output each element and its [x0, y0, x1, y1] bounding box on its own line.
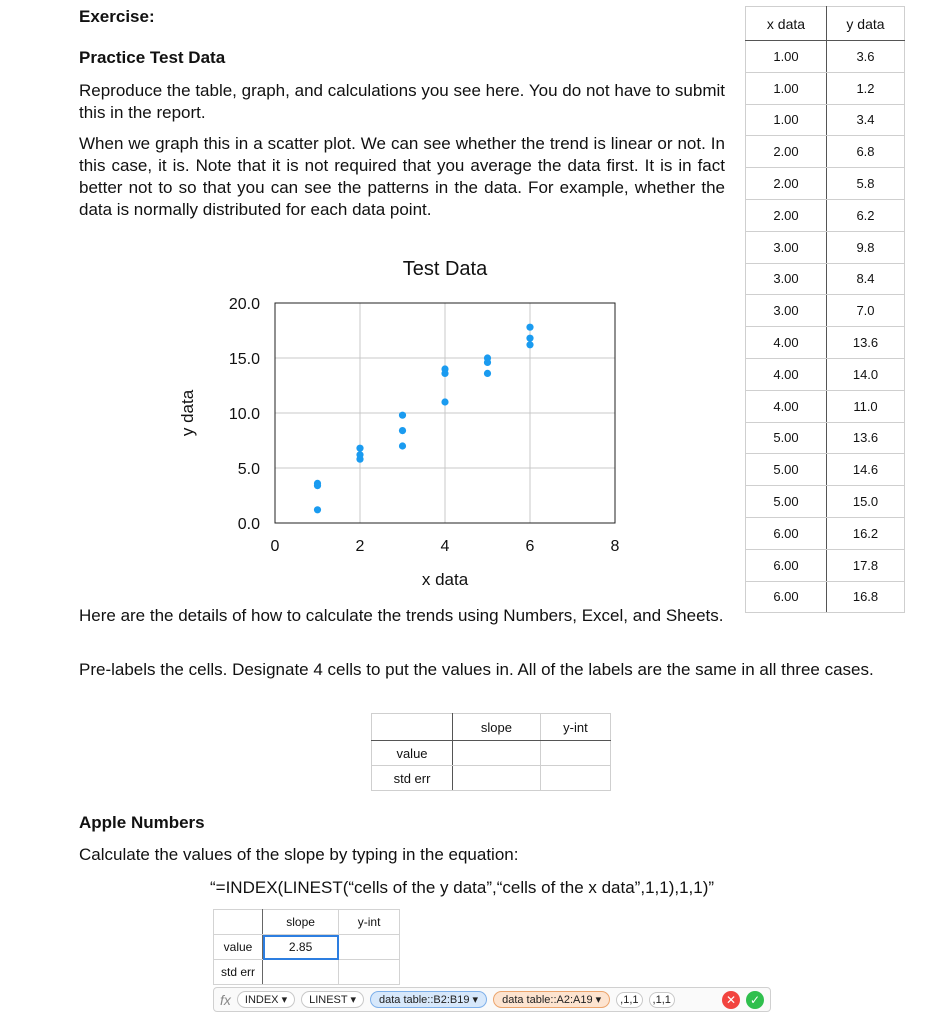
- label-table: [371, 713, 611, 791]
- label-table-value-label: value: [372, 741, 453, 766]
- y-tick-label: 5.0: [237, 461, 260, 478]
- y-tick-label: 20.0: [228, 296, 260, 313]
- x-data-cell: 2.00: [746, 199, 827, 231]
- table-row: [746, 104, 905, 136]
- x-data-cell: 4.00: [746, 390, 827, 422]
- table-row: [746, 136, 905, 168]
- data-point: [356, 445, 363, 452]
- table-row: [746, 168, 905, 200]
- x-data-cell: 3.00: [746, 295, 827, 327]
- table-row: [746, 549, 905, 581]
- x-data-cell: 2.00: [746, 168, 827, 200]
- header-y-data: y data: [827, 7, 905, 41]
- mini-table-value-label: value: [214, 935, 263, 960]
- apple-numbers-heading: Apple Numbers: [79, 813, 205, 832]
- data-table: [745, 6, 905, 613]
- exercise-heading: Exercise:: [79, 7, 155, 26]
- x-data-cell: 6.00: [746, 517, 827, 549]
- label-table-corner: [372, 714, 453, 741]
- x-data-cell: 3.00: [746, 263, 827, 295]
- y-data-cell: 13.6: [827, 327, 905, 359]
- y-data-cell: 7.0: [827, 295, 905, 327]
- linest-args-token[interactable]: ,1,1: [616, 992, 642, 1008]
- header-x-data: x data: [746, 7, 827, 41]
- x-data-cell: 3.00: [746, 231, 827, 263]
- table-row: [746, 231, 905, 263]
- label-table-cell: [453, 766, 541, 791]
- table-row: [746, 390, 905, 422]
- mini-table-cell[interactable]: [339, 960, 400, 985]
- y-data-cell: 8.4: [827, 263, 905, 295]
- formula-bar[interactable]: [213, 987, 771, 1012]
- data-point: [441, 398, 448, 405]
- x-data-cell: 4.00: [746, 358, 827, 390]
- y-data-cell: 3.4: [827, 104, 905, 136]
- y-data-cell: 15.0: [827, 486, 905, 518]
- mini-table-corner: [214, 910, 263, 935]
- x-data-cell: 5.00: [746, 486, 827, 518]
- table-row: [746, 295, 905, 327]
- index-args-token[interactable]: ,1,1: [649, 992, 675, 1008]
- data-point: [526, 341, 533, 348]
- x-tick-label: 0: [270, 538, 280, 555]
- mini-table-cell[interactable]: [339, 935, 400, 960]
- y-tick-label: 10.0: [228, 406, 260, 423]
- paragraph-scatter: When we graph this in a scatter plot. We can see whether the trend is linear or not. In this case, it is. Note that it is not required that you average the data first. It is in fact better not to so that you can see the patterns in the data. For example, whether the data is normally distributed for each data point.: [79, 134, 725, 219]
- y-data-cell: 14.0: [827, 358, 905, 390]
- x-data-cell: 4.00: [746, 327, 827, 359]
- table-row: [746, 72, 905, 104]
- y-tick-label: 0.0: [237, 516, 260, 533]
- label-table-cell: [540, 766, 610, 791]
- y-range-token[interactable]: data table::B2:B19 ▾: [370, 991, 487, 1008]
- y-tick-label: 15.0: [228, 351, 260, 368]
- y-data-cell: 17.8: [827, 549, 905, 581]
- table-row: [746, 41, 905, 73]
- table-row: [746, 422, 905, 454]
- x-data-cell: 6.00: [746, 581, 827, 613]
- y-data-cell: 14.6: [827, 454, 905, 486]
- section-title: Practice Test Data: [79, 48, 226, 67]
- data-point: [399, 412, 406, 419]
- table-row: [746, 581, 905, 613]
- formula-text: “=INDEX(LINEST(“cells of the y data”,“cells of the x data”,1,1),1,1)”: [210, 878, 715, 897]
- x-data-cell: 1.00: [746, 41, 827, 73]
- y-data-cell: 1.2: [827, 72, 905, 104]
- x-tick-label: 6: [525, 538, 535, 555]
- data-point: [399, 442, 406, 449]
- apple-numbers-instruction: Calculate the values of the slope by typing in the equation:: [79, 845, 519, 864]
- label-table-slope-header: slope: [453, 714, 541, 741]
- cancel-formula-button[interactable]: ✕: [722, 991, 740, 1009]
- accept-formula-button[interactable]: ✓: [746, 991, 764, 1009]
- data-point: [484, 370, 491, 377]
- data-point: [399, 427, 406, 434]
- chart-title: Test Data: [402, 258, 488, 280]
- x-range-token[interactable]: data table::A2:A19 ▾: [493, 991, 610, 1008]
- x-data-cell: 1.00: [746, 72, 827, 104]
- y-data-cell: 5.8: [827, 168, 905, 200]
- data-point: [526, 324, 533, 331]
- table-row: [746, 517, 905, 549]
- label-table-stderr-label: std err: [372, 766, 453, 791]
- label-table-cell: [453, 741, 541, 766]
- y-data-cell: 16.2: [827, 517, 905, 549]
- data-point: [484, 354, 491, 361]
- mini-table-yint-header: y-int: [339, 910, 400, 935]
- data-point: [314, 482, 321, 489]
- table-row: [746, 486, 905, 518]
- x-tick-label: 2: [355, 538, 365, 555]
- y-data-cell: 11.0: [827, 390, 905, 422]
- x-data-cell: 5.00: [746, 454, 827, 486]
- x-data-cell: 1.00: [746, 104, 827, 136]
- paragraph-details: Here are the details of how to calculate the trends using Numbers, Excel, and Sheets.: [79, 606, 724, 625]
- table-row: [746, 327, 905, 359]
- x-axis-label: x data: [421, 570, 469, 589]
- y-data-cell: 13.6: [827, 422, 905, 454]
- y-data-cell: 6.8: [827, 136, 905, 168]
- mini-table-slope-header: slope: [263, 910, 339, 935]
- y-axis-label: y data: [178, 389, 197, 437]
- data-point: [441, 365, 448, 372]
- label-table-yint-header: y-int: [540, 714, 610, 741]
- table-row: [746, 358, 905, 390]
- x-data-cell: 6.00: [746, 549, 827, 581]
- y-data-cell: 16.8: [827, 581, 905, 613]
- mini-table-stderr-label: std err: [214, 960, 263, 985]
- x-tick-label: 4: [440, 538, 450, 555]
- x-data-cell: 2.00: [746, 136, 827, 168]
- paragraph-intro: Reproduce the table, graph, and calculations you see here. You do not have to submit this in the report.: [79, 81, 725, 122]
- paragraph-prelabel: Pre-labels the cells. Designate 4 cells to put the values in. All of the labels are the same in all three cases.: [79, 660, 874, 679]
- data-point: [356, 451, 363, 458]
- scatter-chart: [160, 250, 680, 595]
- table-row: [746, 263, 905, 295]
- x-tick-label: 8: [610, 538, 620, 555]
- table-row: [746, 454, 905, 486]
- data-point: [526, 335, 533, 342]
- y-data-cell: 6.2: [827, 199, 905, 231]
- mini-table-slope-value-cell[interactable]: 2.85: [263, 935, 339, 960]
- table-row: [746, 199, 905, 231]
- y-data-cell: 9.8: [827, 231, 905, 263]
- fx-icon[interactable]: fx: [220, 991, 231, 1008]
- index-function-chip[interactable]: INDEX ▾: [237, 991, 295, 1008]
- y-data-cell: 3.6: [827, 41, 905, 73]
- numbers-mini-table: [213, 909, 400, 985]
- data-point: [314, 506, 321, 513]
- x-data-cell: 5.00: [746, 422, 827, 454]
- mini-table-cell[interactable]: [263, 960, 339, 985]
- linest-function-chip[interactable]: LINEST ▾: [301, 991, 364, 1008]
- label-table-cell: [540, 741, 610, 766]
